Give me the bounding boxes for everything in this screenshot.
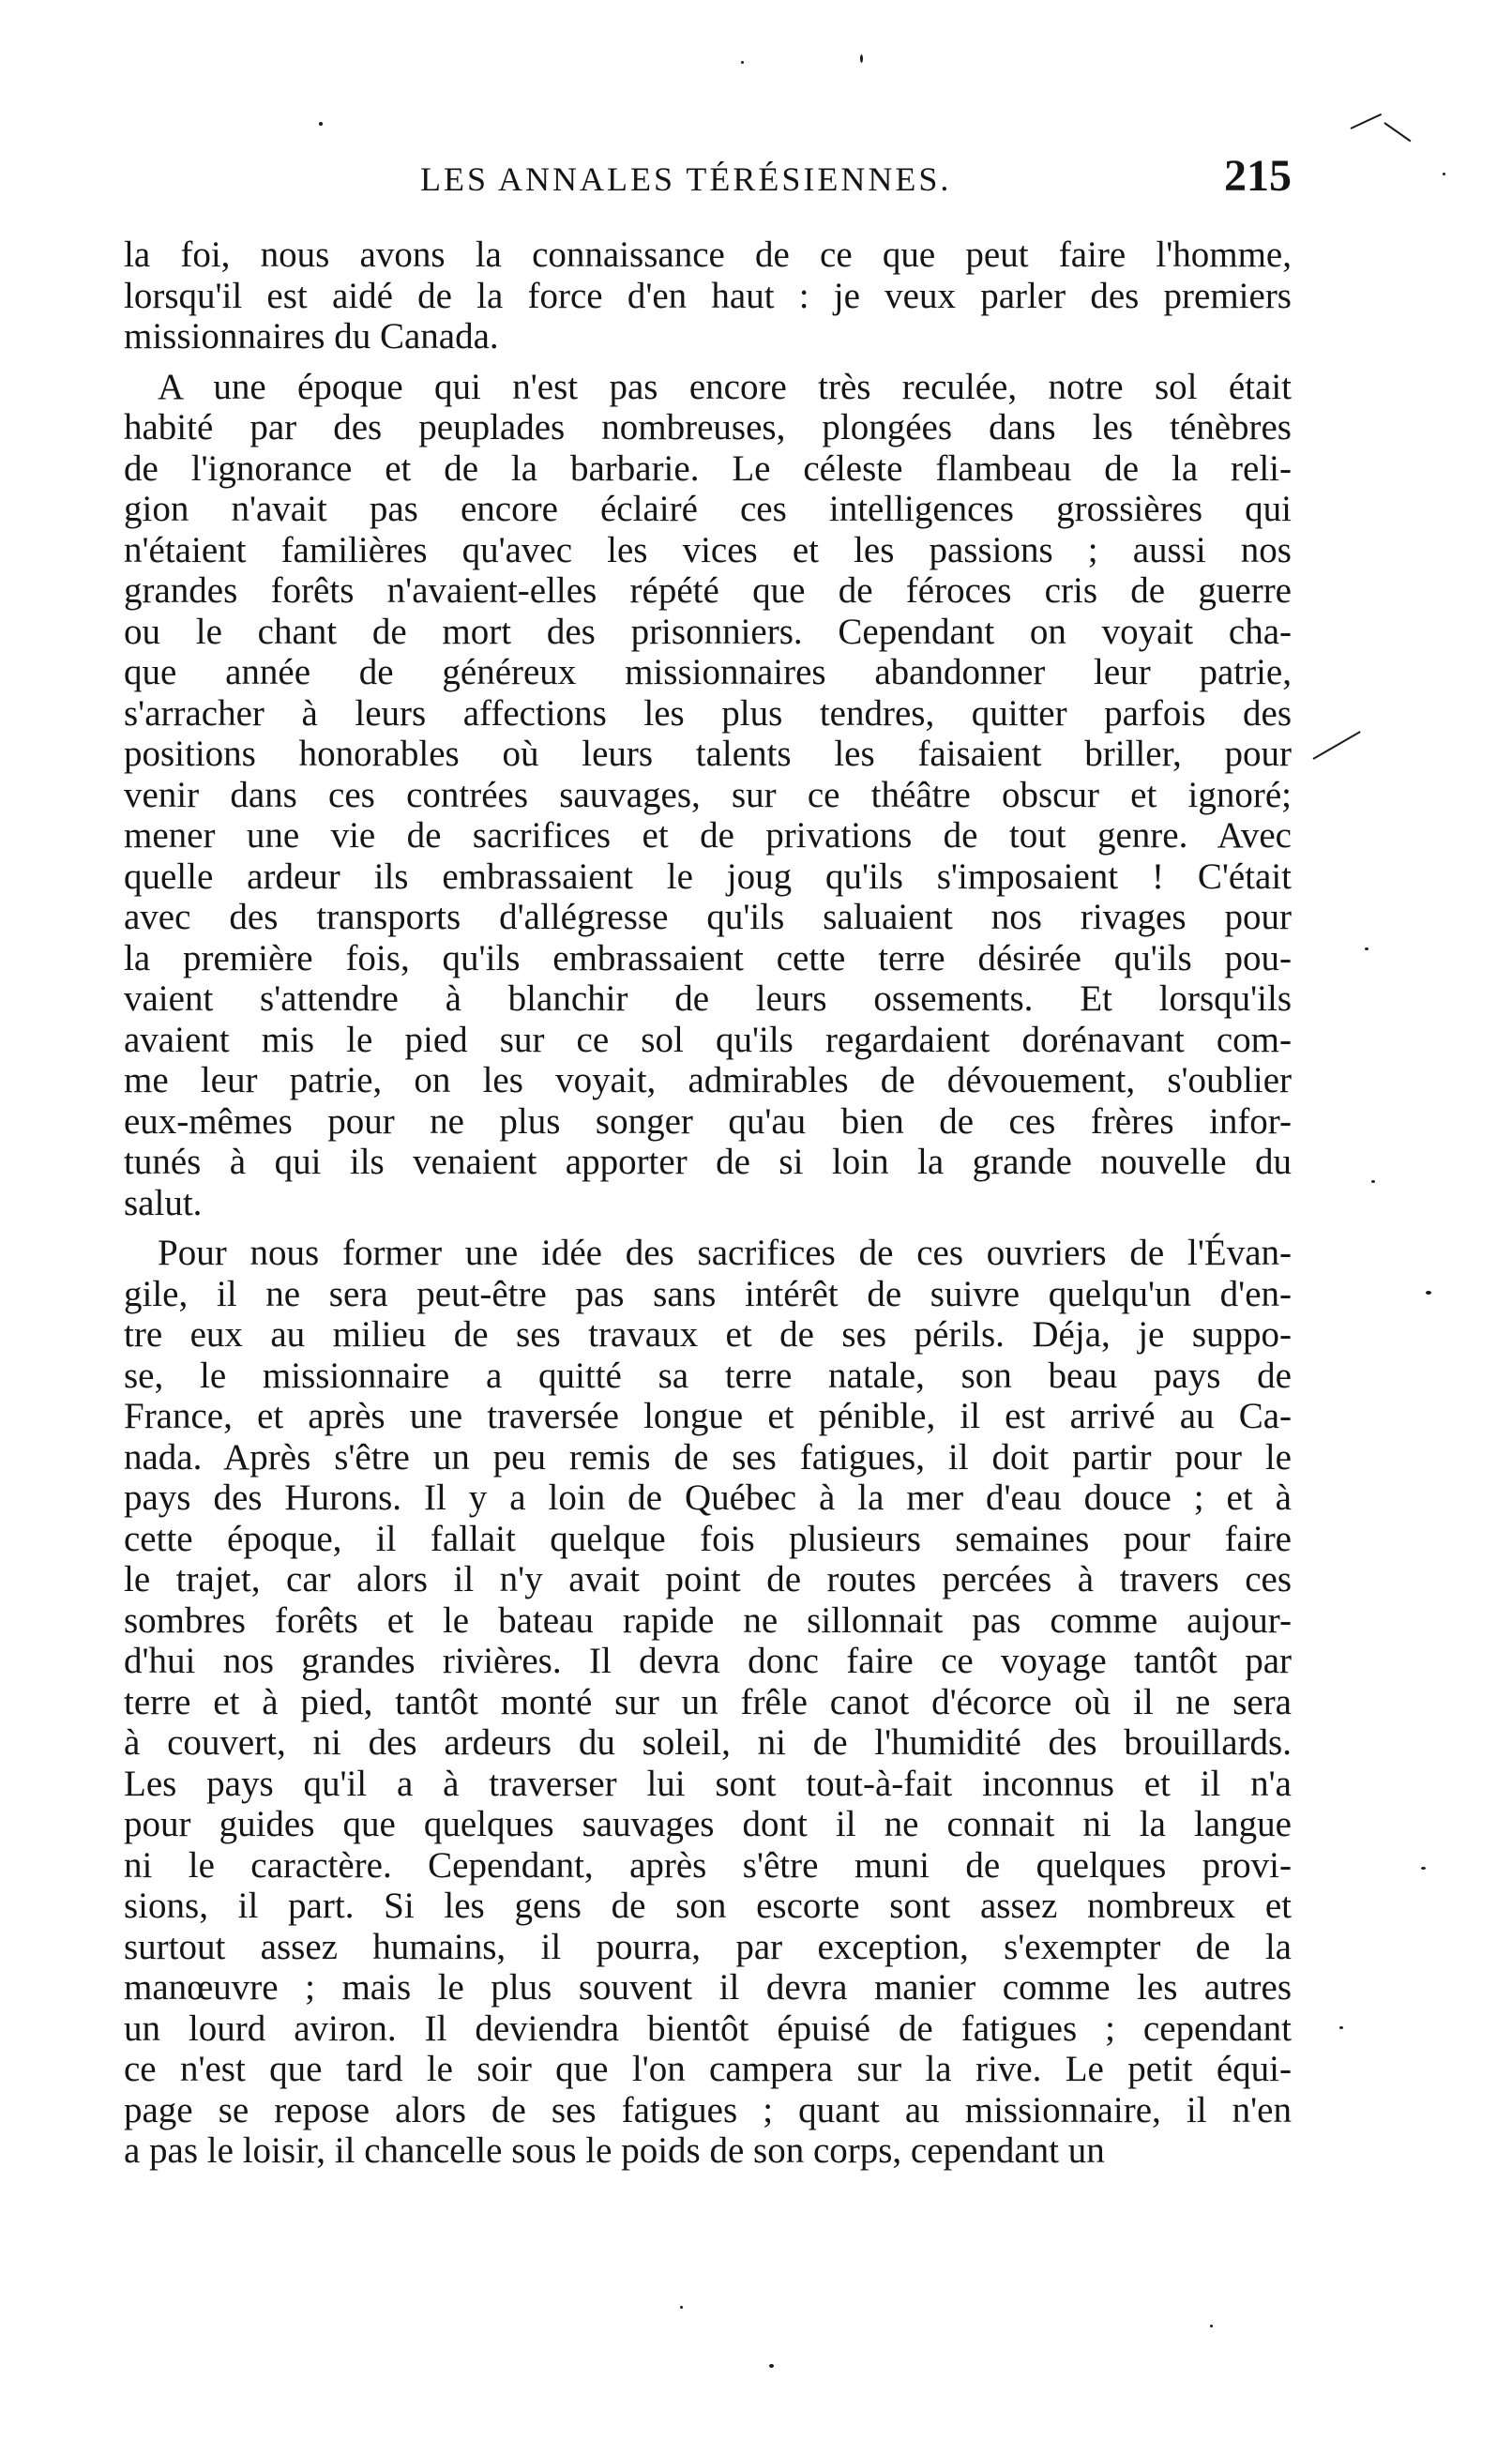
scan-speck <box>1210 2325 1213 2327</box>
text-line: à couvert, ni des ardeurs du soleil, ni de l'humidité des brouillards. <box>124 1722 1292 1763</box>
body-text <box>124 235 1292 2172</box>
text-line: surtout assez humains, il pourra, par exception, s'exempter de la <box>124 1926 1292 1967</box>
text-line: la foi, nous avons la connaissance de ce que peut faire l'homme, <box>124 235 1292 275</box>
scan-speck <box>1371 1180 1375 1183</box>
text-line: d'hui nos grandes rivières. Il devra donc faire ce voyage tantôt par <box>124 1641 1292 1681</box>
text-line: me leur patrie, on les voyait, admirables de dévouement, s'oublier <box>124 1060 1292 1100</box>
scan-speck <box>319 122 323 126</box>
text-line: lorsqu'il est aidé de la force d'en haut : je veux parler des premiers <box>124 275 1292 316</box>
text-line: page se repose alors de ses fatigues ; quant au missionnaire, il n'en <box>124 2089 1292 2130</box>
text-line: missionnaires du Canada. <box>124 316 499 356</box>
scan-speck <box>1339 2026 1343 2029</box>
text-line: tre eux au milieu de ses travaux et de ses périls. Déja, je suppo- <box>124 1314 1292 1355</box>
scan-speck <box>741 61 744 64</box>
text-line: nada. Après s'être un peu remis de ses fatigues, il doit partir pour le <box>124 1436 1292 1478</box>
text-line: grandes forêts n'avaient-elles répété que de féroces cris de guerre <box>124 570 1292 611</box>
text-line: A une époque qui n'est pas encore très reculée, notre sol était <box>158 366 1292 407</box>
text-line: sombres forêts et le bateau rapide ne sillonnait pas comme aujour- <box>124 1599 1292 1641</box>
text-line: Les pays qu'il a à traverser lui sont tout-à-fait inconnus et il n'a <box>124 1763 1292 1804</box>
text-line: s'arracher à leurs affections les plus tendres, quitter parfois des <box>124 692 1292 734</box>
scan-stroke <box>1313 731 1361 760</box>
scan-speck <box>769 2364 774 2368</box>
text-line: habité par des peuplades nombreuses, plongées dans les ténèbres <box>124 407 1292 447</box>
text-line: avec des transports d'allégresse qu'ils saluaient nos rivages pour <box>124 897 1292 937</box>
text-line: ni le caractère. Cependant, après s'être muni de quelques provi- <box>124 1844 1292 1886</box>
text-line: mener une vie de sacrifices et de privations de tout genre. Avec <box>124 815 1292 856</box>
text-line: que année de généreux missionnaires abandonner leur patrie, <box>124 652 1292 692</box>
text-line: se, le missionnaire a quitté sa terre natale, son beau pays de <box>124 1355 1292 1396</box>
text-line: positions honorables où leurs talents les faisaient briller, pour <box>124 734 1292 774</box>
text-line: manœuvre ; mais le plus souvent il devra manier comme les autres <box>124 1967 1292 2008</box>
text-line: France, et après une traversée longue et pénible, il est arrivé au Ca- <box>124 1396 1292 1436</box>
text-line: ce n'est que tard le soir que l'on campera sur la rive. Le petit équi- <box>124 2049 1292 2089</box>
text-line: vaient s'attendre à blanchir de leurs ossements. Et lorsqu'ils <box>124 978 1292 1019</box>
scan-stroke <box>1383 122 1411 142</box>
text-line: cette époque, il fallait quelque fois plusieurs semaines pour faire <box>124 1518 1292 1559</box>
text-line: venir dans ces contrées sauvages, sur ce théâtre obscur et ignoré; <box>124 774 1292 815</box>
text-line: la première fois, qu'ils embrassaient cette terre désirée qu'ils pou- <box>124 937 1292 978</box>
scan-stroke <box>1351 114 1382 129</box>
scan-speck <box>680 2306 683 2309</box>
text-line: a pas le loisir, il chancelle sous le poids de son corps, cependant un <box>124 2130 1105 2171</box>
running-title: LES ANNALES TÉRÉSIENNES. <box>420 160 952 198</box>
scan-speck <box>860 54 863 63</box>
text-line: n'étaient familières qu'avec les vices et les passions ; aussi nos <box>124 529 1292 570</box>
text-line: quelle ardeur ils embrassaient le joug qu'ils s'imposaient ! C'était <box>124 856 1292 897</box>
paragraph <box>124 367 1292 1224</box>
page-number: 215 <box>1224 151 1292 201</box>
text-line: ou le chant de mort des prisonniers. Cependant on voyait cha- <box>124 611 1292 652</box>
scan-speck <box>1426 1291 1431 1295</box>
running-head <box>122 150 1299 206</box>
text-line: gile, il ne sera peut-être pas sans intérêt de suivre quelqu'un d'en- <box>124 1273 1292 1314</box>
text-line: le trajet, car alors il n'y avait point de routes percées à travers ces <box>124 1559 1292 1599</box>
text-line: salut. <box>124 1182 203 1223</box>
scan-speck <box>1443 173 1445 175</box>
text-line: Pour nous former une idée des sacrifices de ces ouvriers de l'Évan- <box>158 1233 1292 1273</box>
text-line: tunés à qui ils venaient apporter de si loin la grande nouvelle du <box>124 1142 1292 1182</box>
scan-speck <box>1365 947 1368 950</box>
text-line: de l'ignorance et de la barbarie. Le céleste flambeau de la reli- <box>124 447 1292 489</box>
text-line: avaient mis le pied sur ce sol qu'ils regardaient dorénavant com- <box>124 1019 1292 1060</box>
text-line: un lourd aviron. Il deviendra bientôt épuisé de fatigues ; cependant <box>124 2008 1292 2049</box>
paragraph <box>124 235 1292 357</box>
paragraph <box>124 1233 1292 2172</box>
scan-speck <box>1421 1867 1426 1870</box>
text-line: sions, il part. Si les gens de son escorte sont assez nombreux et <box>124 1886 1292 1926</box>
text-line: gion n'avait pas encore éclairé ces intelligences grossières qui <box>124 489 1292 529</box>
text-line: eux-mêmes pour ne plus songer qu'au bien de ces frères infor- <box>124 1100 1292 1142</box>
text-line: pour guides que quelques sauvages dont il ne connait ni la langue <box>124 1804 1292 1844</box>
text-line: pays des Hurons. Il y a loin de Québec à la mer d'eau douce ; et à <box>124 1478 1292 1518</box>
text-line: terre et à pied, tantôt monté sur un frêle canot d'écorce où il ne sera <box>124 1681 1292 1722</box>
